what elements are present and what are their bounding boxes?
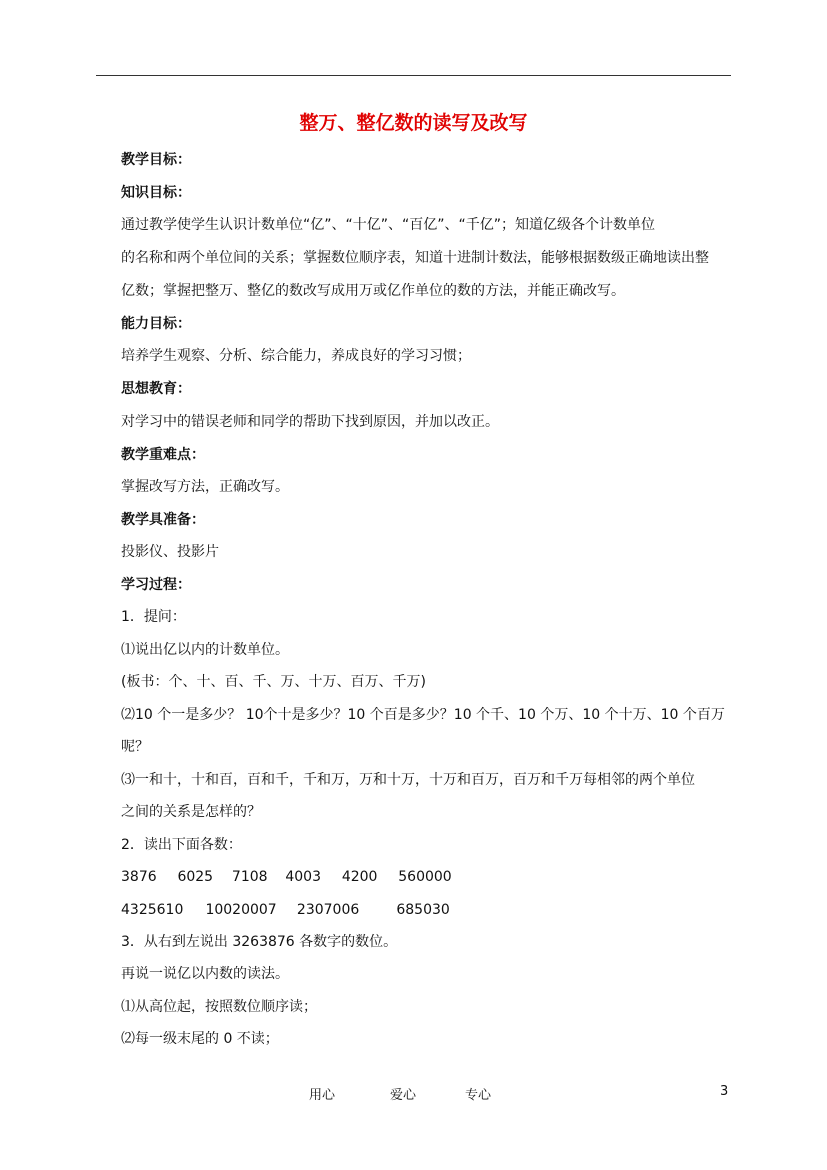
heading-key-difficulties: 教学重难点： [121,447,205,463]
heading-teaching-goals: 教学目标： [121,152,191,168]
heading-learning-process: 学习过程： [121,577,191,593]
number-item: 4003 [285,869,321,885]
number-item: 4200 [341,869,378,885]
list-item: (板书：个、十、百、千、万、十万、百万、千万) [121,674,426,690]
paragraph-line: 再说一说亿以内数的读法。 [121,966,289,982]
paragraph-line: 对学习中的错误老师和同学的帮助下找到原因，并加以改正。 [121,414,499,430]
number-item: 3876 [121,869,157,885]
list-item: ⑵10 个一是多少？ 10个十是多少？10 个百是多少？10 个千、10 个万、10 个十万、10 个百万 [121,707,725,723]
numbers-row-2 [121,900,450,920]
footer-right: 专心 [465,1088,492,1103]
number-item: 7108 [231,869,268,885]
paragraph-line: 的名称和两个单位间的关系；掌握数位顺序表，知道十进制计数法，能够根据数级正确地读出整 [121,250,709,266]
paragraph-line: 培养学生观察、分析、综合能力，养成良好的学习习惯； [121,348,471,364]
heading-materials: 教学具准备： [121,512,205,528]
page-title: 整万、整亿数的读写及改写 [299,112,528,134]
paragraph-line: 掌握改写方法，正确改写。 [121,479,289,495]
list-item: 之间的关系是怎样的？ [121,804,261,820]
number-item: 10020007 [205,902,277,918]
heading-knowledge-goals: 知识目标： [121,185,191,201]
number-item: 6025 [177,869,214,885]
number-item: 685030 [396,902,450,918]
paragraph-line: 投影仪、投影片 [121,544,219,560]
number-item: 2307006 [296,902,360,918]
footer-middle: 爱心 [390,1088,417,1103]
footer-left: 用心 [309,1088,336,1103]
list-item: ⑵每一级末尾的 0 不读； [121,1031,279,1047]
list-item: 1．提问： [121,609,186,625]
number-item: 560000 [398,869,452,885]
heading-ability-goals: 能力目标： [121,316,191,332]
number-item: 4325610 [121,902,184,918]
page-number: 3 [720,1084,729,1099]
heading-moral-education: 思想教育： [121,381,191,397]
header-rule [96,75,731,76]
paragraph-line: 亿数；掌握把整万、整亿的数改写成用万或亿作单位的数的方法，并能正确改写。 [121,283,625,299]
list-item: 呢？ [121,739,149,755]
paragraph-line: 通过教学使学生认识计数单位“亿”、“十亿”、“百亿”、“千亿”；知道亿级各个计数单位 [121,217,656,233]
list-item: ⑴说出亿以内的计数单位。 [121,642,289,658]
list-item: 2．读出下面各数： [121,837,242,853]
list-item: ⑴从高位起，按照数位顺序读； [121,999,317,1015]
list-item: 3．从右到左说出 3263876 各数字的数位。 [121,934,398,950]
list-item: ⑶一和十，十和百，百和千，千和万，万和十万，十万和百万，百万和千万每相邻的两个单位 [121,772,695,788]
numbers-row-1 [121,867,452,887]
